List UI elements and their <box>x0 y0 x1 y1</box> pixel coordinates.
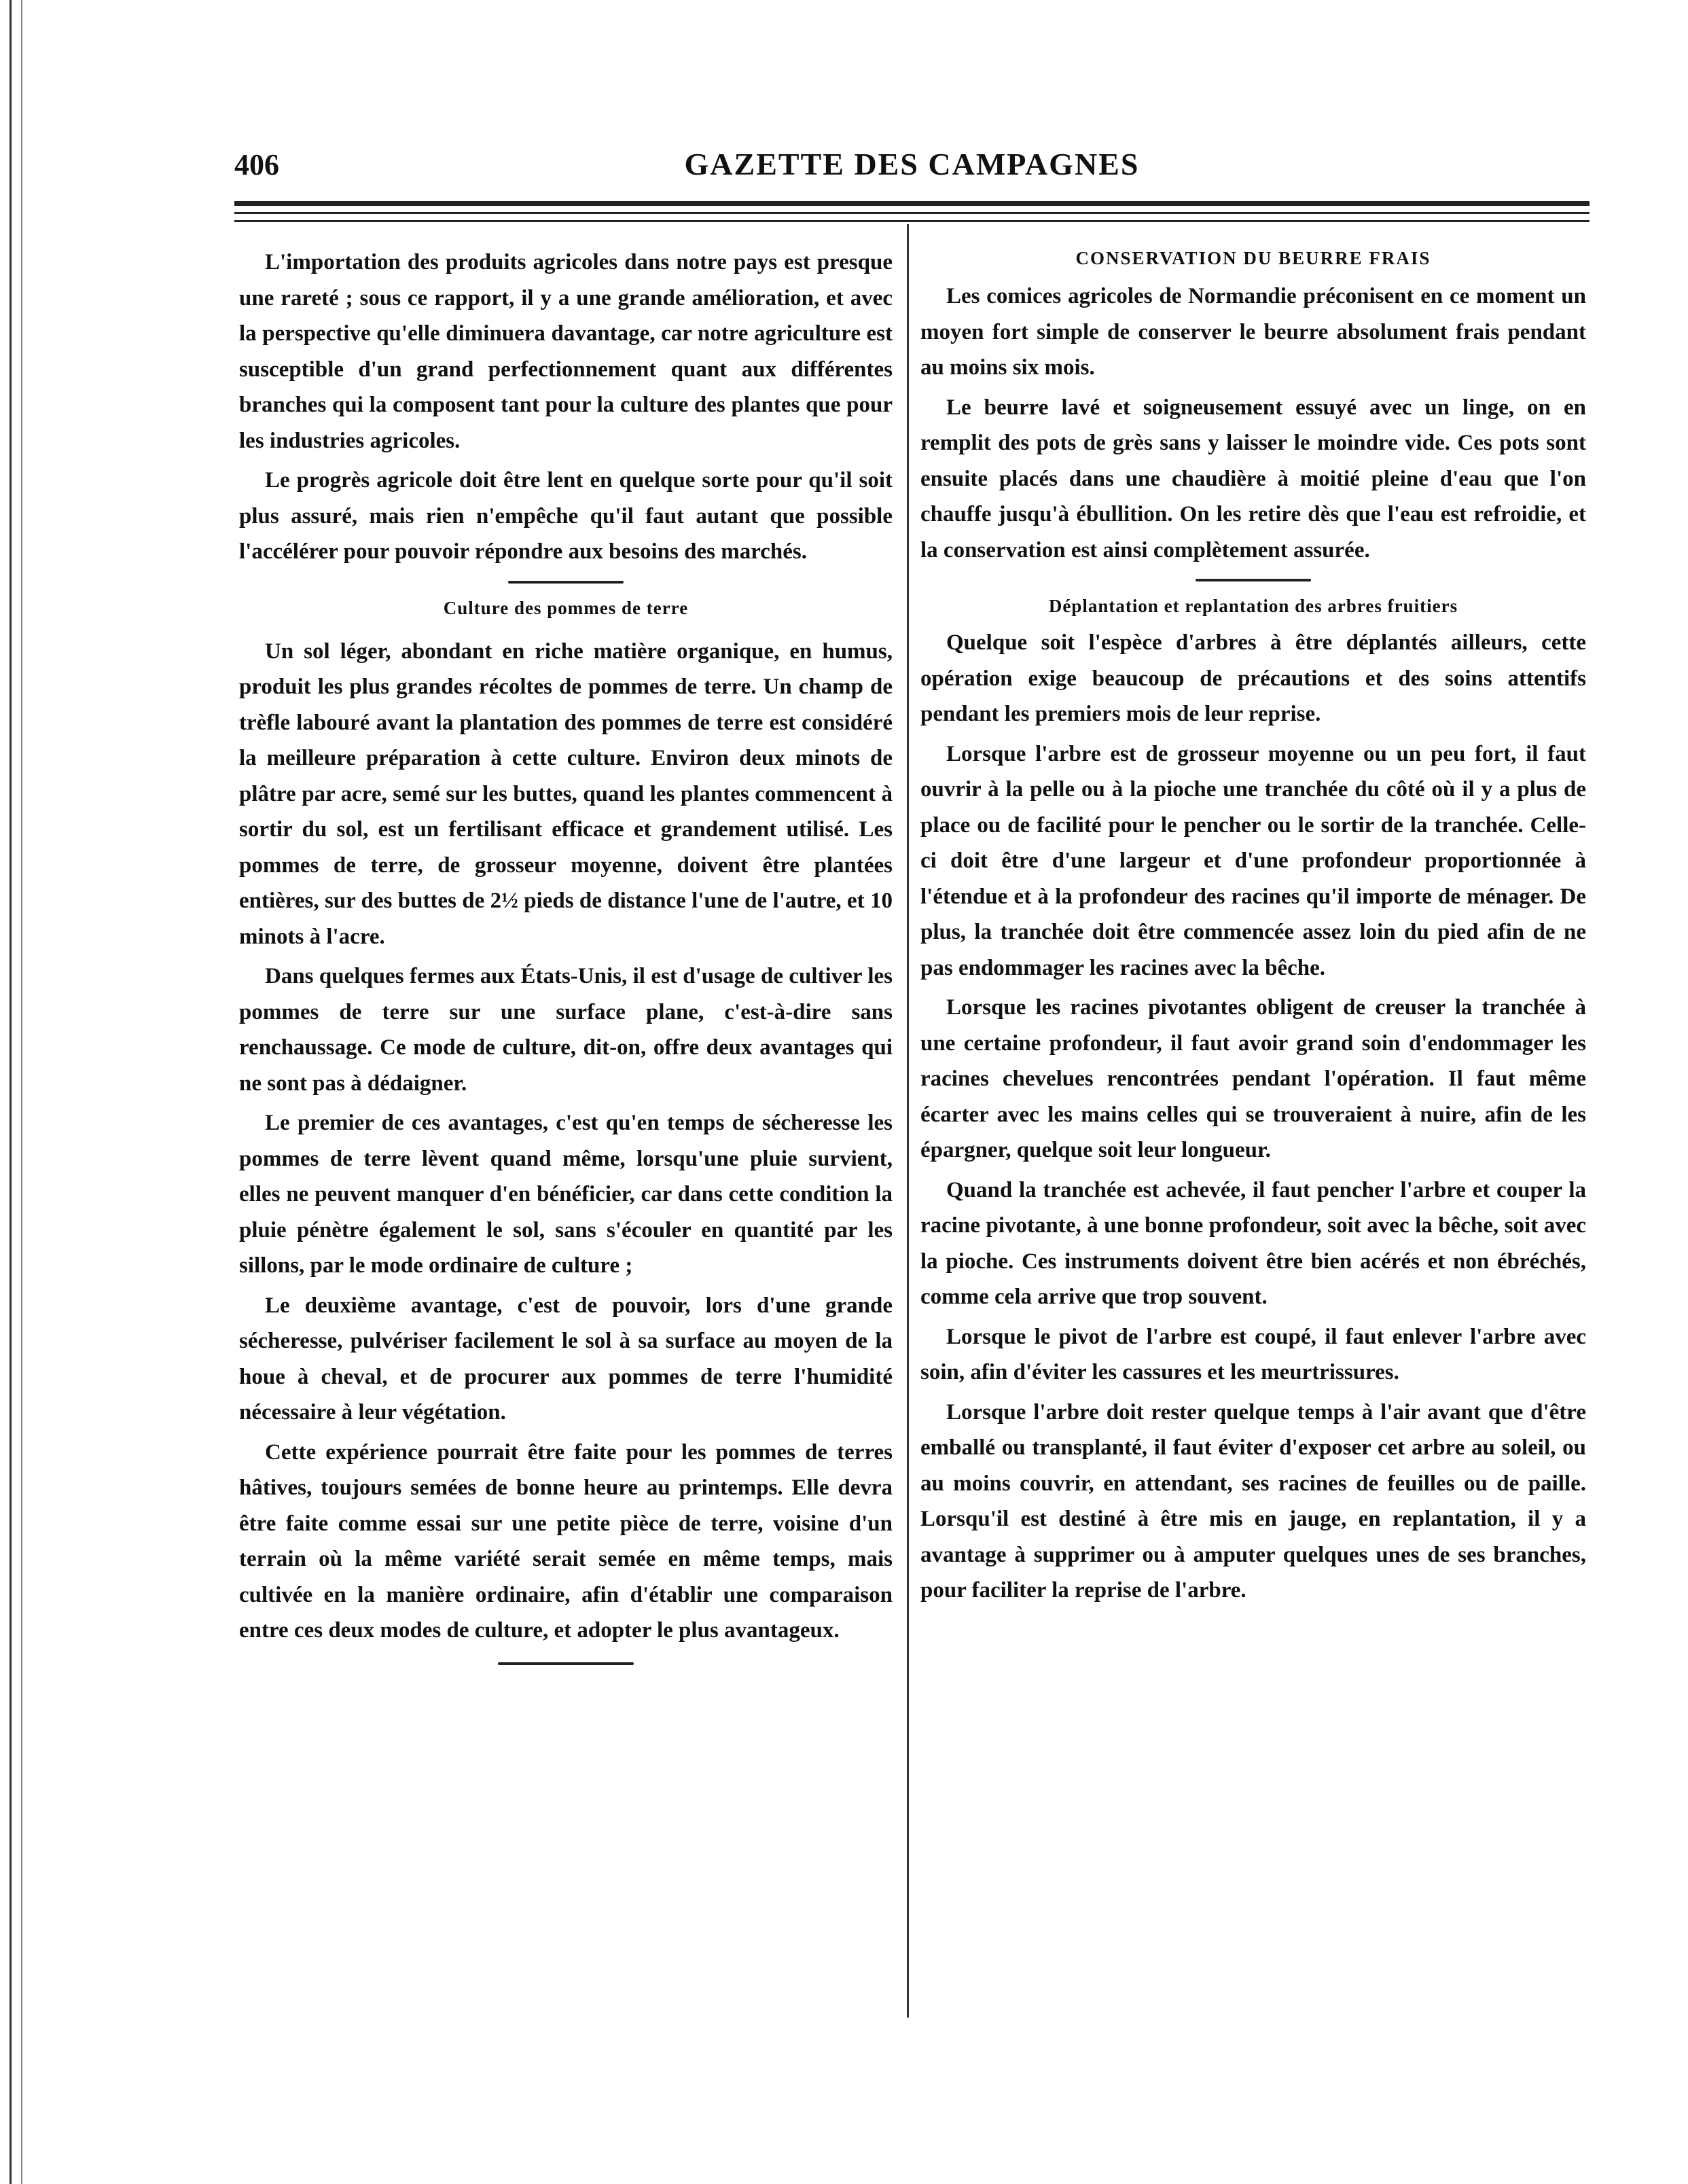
section-title-potatoes: Culture des pommes de terre <box>443 597 689 618</box>
page-binding-edge <box>10 0 22 2184</box>
header-rules <box>234 201 1590 232</box>
section-separator <box>508 581 624 584</box>
left-column <box>239 245 893 1676</box>
page-number: 406 <box>234 148 279 181</box>
header-rule-thin <box>234 212 1590 214</box>
article-paragraph: Quelque soit l'espèce d'arbres à être déplantés ailleurs, cette opération exige beaucoup de précautions et des soins attentifs pendant les premiers mois de leur reprise. <box>920 630 1586 726</box>
intro-paragraph: L'importation des produits agricoles dans notre pays est presque une rareté ; sous ce rapport, il y a une grande amélioration, et avec la perspective qu'elle diminuera davantage, car notre agriculture est susceptible d'un grand perfectionnement quant aux différentes branches qui la composent tant pour la culture des plantes que pour les industries agricoles. <box>239 250 893 453</box>
running-title: GAZETTE DES CAMPAGNES <box>684 147 1140 181</box>
header-rule-thick <box>234 201 1590 206</box>
article-paragraph: Dans quelques fermes aux États-Unis, il est d'usage de cultiver les pommes de terre sur une surface plane, c'est-à-dire sans renchaussage. Ce mode de culture, dit-on, offre deux avantages qui ne sont pas à dédaigner. <box>239 964 893 1096</box>
article-paragraph: Le deuxième avantage, c'est de pouvoir, lors d'une grande sécheresse, pulvériser facilement le sol à sa surface au moyen de la houe à cheval, et de procurer aux pommes de terre l'humidité nécessaire à leur végétation. <box>239 1293 893 1425</box>
section-title-butter: CONSERVATION DU BEURRE FRAIS <box>1075 248 1431 268</box>
column-divider <box>907 224 909 2018</box>
article-paragraph: Le premier de ces avantages, c'est qu'en temps de sécheresse les pommes de terre lèvent quand même, lorsqu'une pluie survient, elles ne peuvent manquer d'en bénéficier, car dans cette condition la pluie pénètre également le sol, sans s'écouler en quantité par les sillons, par le mode ordinaire de culture ; <box>239 1111 893 1278</box>
article-paragraph: Lorsque l'arbre doit rester quelque temps à l'air avant que d'être emballé ou transplanté, il faut éviter d'exposer cet arbre au soleil, ou au moins couvrir, en attendant, ses racines de feuilles ou de paille. Lorsqu'il est destiné à être mis en jauge, en replantation, il y a avantage à supprimer ou à amputer quelques unes de ses branches, pour faciliter la reprise de l'arbre. <box>920 1399 1586 1603</box>
intro-paragraph: Le progrès agricole doit être lent en quelque sorte pour qu'il soit plus assuré, mais rien n'empêche qu'il faut autant que possible l'accélérer pour pouvoir répondre aux besoins des marchés. <box>239 468 893 564</box>
article-paragraph: Les comices agricoles de Normandie préconisent en ce moment un moyen fort simple de conserver le beurre absolument frais pendant au moins six mois. <box>920 284 1586 380</box>
article-paragraph: Lorsque l'arbre est de grosseur moyenne ou un peu fort, il faut ouvrir à la pelle ou à la pioche une tranchée du côté où il y a plus de place ou de facilité pour le pencher ou le sortir de la tranchée. Celle-ci doit être d'une largeur et d'une profondeur proportionnée à l'étendue et à la profondeur des racines qu'il importe de ménager. De plus, la tranchée doit être commencée assez loin du pied afin de ne pas endommager les racines avec la bêche. <box>920 741 1586 980</box>
article-paragraph: Un sol léger, abondant en riche matière organique, en humus, produit les plus grandes récoltes de pommes de terre. Un champ de trèfle labouré avant la plantation des pommes de terre est considéré la meilleure préparation à cette culture. Environ deux minots de plâtre par acre, semé sur les buttes, quand les plantes commencent à sortir du sol, est un fertilisant efficace et grandement utilisé. Les pommes de terre, de grosseur moyenne, doivent être plantées entières, sur des buttes de 2½ pieds de distance l'une de l'autre, et 10 minots à l'acre. <box>239 639 893 949</box>
section-title-fruit-trees: Déplantation et replantation des arbres fruitiers <box>1048 596 1458 616</box>
article-paragraph: Cette expérience pourrait être faite pour les pommes de terres hâtives, toujours semées de bonne heure au printemps. Elle devra être faite comme essai sur une petite pièce de terre, voisine d'un terrain où la même variété serait semée en même temps, mais cultivée en la manière ordinaire, afin d'établir une comparaison entre ces deux modes de culture, et adopter le plus avantageux. <box>239 1439 893 1643</box>
right-column <box>920 245 1586 1613</box>
page-header <box>234 146 1590 194</box>
article-paragraph: Lorsque le pivot de l'arbre est coupé, il faut enlever l'arbre avec soin, afin d'éviter les cassures et les meurtrissures. <box>920 1324 1586 1384</box>
article-paragraph: Quand la tranchée est achevée, il faut pencher l'arbre et couper la racine pivotante, à une bonne profondeur, soit avec la bêche, soit avec la pioche. Ces instruments doivent être bien acérés et non ébréchés, comme cela arrive que trop souvent. <box>920 1177 1586 1309</box>
article-paragraph: Le beurre lavé et soigneusement essuyé avec un linge, on en remplit des pots de grès sans y laisser le moindre vide. Ces pots sont ensuite placés dans une chaudière à moitié pleine d'eau que l'on chauffe jusqu'à ébullition. On les retire dès que l'eau est refroidie, et la conservation est ainsi complètement assurée. <box>920 395 1586 562</box>
section-separator <box>1196 579 1311 581</box>
article-paragraph: Lorsque les racines pivotantes obligent de creuser la tranchée à une certaine profondeur, il faut avoir grand soin d'endommager les racines chevelues rencontrées pendant l'opération. Il faut même écarter avec les mains celles qui se trouveraient à nuire, afin de les épargner, quelque soit leur longueur. <box>920 995 1586 1162</box>
header-rule-thin <box>234 220 1590 222</box>
end-separator <box>498 1662 634 1665</box>
